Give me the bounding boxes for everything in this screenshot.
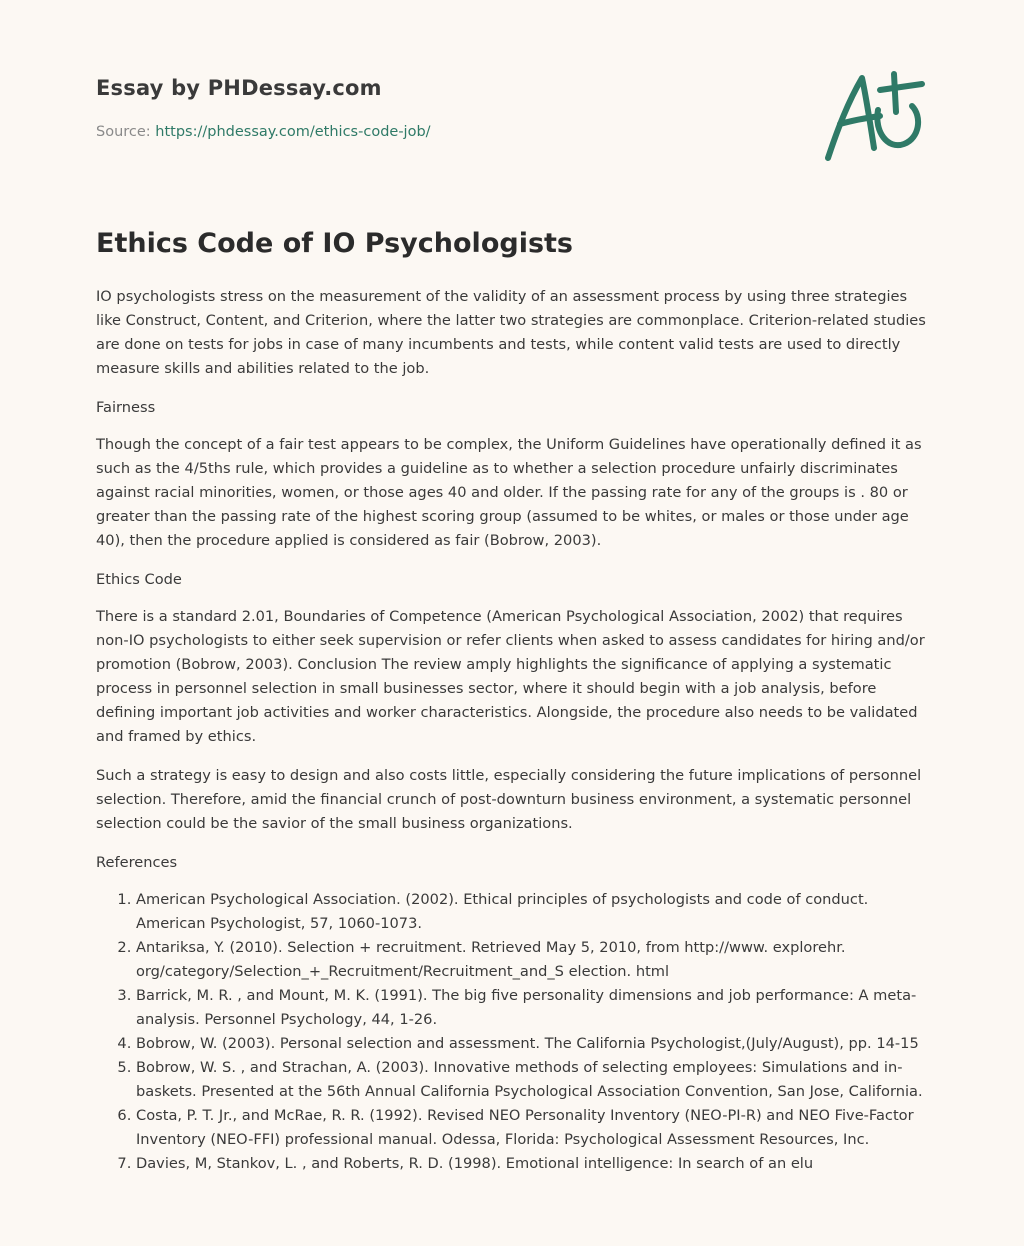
paragraph-ethics-code: There is a standard 2.01, Boundaries of Competence (American Psychological Association, 2002) that requires non-IO psychologists to either seek supervision or refer clients when asked to assess candidates for hiring and/or promotion (Bobrow, 2003). Conclusion The review amply highlights the significance of applying a systematic process in personnel selection in small businesses sector, where it should begin with a job analysis, before defining important job activities and worker characteristics. Alongside, the procedure also needs to be validated and framed by ethics. bbox=[96, 608, 925, 745]
paragraph-fairness: Though the concept of a fair test appears to be complex, the Uniform Guidelines have operationally defined it as such as the 4/5ths rule, which provides a guideline as to whether a selection procedure unfairly discriminates against racial minorities, women, or those ages 40 and older. If the passing rate for any of the groups is . 80 or greater than the passing rate of the highest scoring group (assumed to be whites, or males or those under age 40), then the procedure applied is considered as fair (Bobrow, 2003). bbox=[96, 436, 922, 549]
heading-fairness: Fairness bbox=[96, 399, 156, 416]
paragraph-conclusion: Such a strategy is easy to design and also costs little, especially considering the future implications of personnel selection. Therefore, amid the financial crunch of post-downturn business environment, a systematic personnel selection could be the savior of the small business organizations. bbox=[96, 767, 922, 832]
reference-item: 6. Costa, P. T. Jr., and McRae, R. R. (1992). Revised NEO Personality Inventory (NEO-PI-R) and NEO Five-Factor Inventory (NEO-FFI) professional manual. Odessa, Florida: Psychological Assessment Resources, Inc. bbox=[136, 1104, 932, 1152]
essay-title: Ethics Code of IO Psychologists bbox=[96, 228, 573, 259]
reference-item: 4. Bobrow, W. (2003). Personal selection and assessment. The California Psychologist,(July/August), pp. 14-15 bbox=[136, 1032, 932, 1056]
a-plus-logo-icon bbox=[818, 66, 930, 166]
references-list bbox=[96, 888, 932, 1176]
reference-item: 7. Davies, M, Stankov, L. , and Roberts, R. D. (1998). Emotional intelligence: In search of an elu bbox=[136, 1152, 932, 1176]
site-title: Essay by PHDessay.com bbox=[96, 76, 382, 100]
reference-item: 5. Bobrow, W. S. , and Strachan, A. (2003). Innovative methods of selecting employees: Simulations and in-baskets. Presented at the 56th Annual California Psychological Association Convention, San Jose, California. bbox=[136, 1056, 932, 1104]
source-line bbox=[96, 124, 431, 140]
heading-ethics-code: Ethics Code bbox=[96, 571, 182, 588]
reference-item: 2. Antariksa, Y. (2010). Selection + recruitment. Retrieved May 5, 2010, from http://www. explorehr. org/category/Selection_+_Recruitment/Recruitment_and_S election. html bbox=[136, 936, 932, 984]
essay-body bbox=[96, 285, 932, 1176]
source-link[interactable]: https://phdessay.com/ethics-code-job/ bbox=[155, 124, 431, 140]
source-label: Source: bbox=[96, 124, 156, 140]
heading-references: References bbox=[96, 854, 178, 871]
reference-item: 1. American Psychological Association. (2002). Ethical principles of psychologists and code of conduct. American Psychologist, 57, 1060-1073. bbox=[136, 888, 932, 936]
paragraph-intro: IO psychologists stress on the measurement of the validity of an assessment process by using three strategies like Construct, Content, and Criterion, where the latter two strategies are commonplace. Criterion-related studies are done on tests for jobs in case of many incumbents and tests, while content valid tests are used to directly measure skills and abilities related to the job. bbox=[96, 288, 926, 377]
reference-item: 3. Barrick, M. R. , and Mount, M. K. (1991). The big five personality dimensions and job performance: A meta-analysis. Personnel Psychology, 44, 1-26. bbox=[136, 984, 932, 1032]
